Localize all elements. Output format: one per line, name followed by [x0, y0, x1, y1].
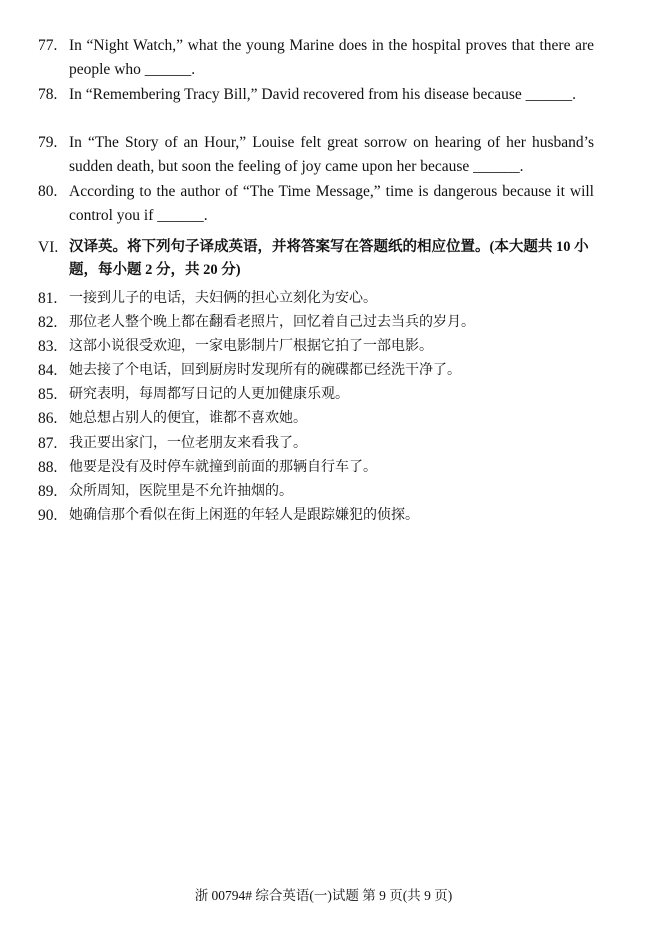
sentence-number: 90. [38, 507, 58, 524]
question-79 [38, 131, 594, 179]
question-number: 80. [38, 183, 58, 200]
sentence-89 [38, 480, 594, 504]
sentence-number: 88. [38, 459, 58, 476]
sentence-text: 她去接了个电话，回到厨房时发现所有的碗碟都已经洗干净了。 [69, 363, 461, 378]
sentence-text: 她总想占别人的便宜，谁都不喜欢她。 [69, 411, 307, 426]
question-text: In “Remembering Tracy Bill,” David recovered from his disease because ______. [69, 86, 577, 103]
question-77 [38, 34, 594, 82]
sentence-85 [38, 383, 594, 407]
question-number: 78. [38, 86, 58, 103]
sentence-86 [38, 407, 594, 431]
question-78 [38, 83, 594, 107]
question-number: 77. [38, 37, 58, 54]
sentence-84 [38, 359, 594, 383]
sentence-number: 84. [38, 362, 58, 379]
sentence-82 [38, 311, 594, 335]
question-text: In “The Story of an Hour,” Louise felt great sorrow on hearing of her husband’s sudden death, but soon the feeling of joy came upon her because ______. [69, 134, 594, 175]
section-instructions: 汉译英。将下列句子译成英语，并将答案写在答题纸的相应位置。(本大题共 10 小题，每小题 2 分，共 20 分) [69, 239, 589, 278]
sentence-number: 82. [38, 314, 58, 331]
section-heading [38, 236, 594, 282]
page-footer: 浙 00794# 综合英语(一)试题 第 9 页(共 9 页) [194, 888, 453, 903]
sentence-number: 89. [38, 483, 58, 500]
sentence-87 [38, 432, 594, 456]
question-text: In “Night Watch,” what the young Marine does in the hospital proves that there are people who ______. [69, 37, 594, 78]
question-number: 79. [38, 134, 58, 151]
sentence-text: 众所周知，医院里是不允许抽烟的。 [69, 484, 293, 499]
sentence-number: 81. [38, 290, 58, 307]
sentence-text: 一接到儿子的电话，夫妇俩的担心立刻化为安心。 [69, 291, 377, 306]
sentence-88 [38, 456, 594, 480]
sentence-81 [38, 287, 594, 311]
sentence-number: 83. [38, 338, 58, 355]
sentence-90 [38, 504, 594, 528]
sentence-text: 我正要出家门，一位老朋友来看我了。 [69, 436, 307, 451]
section-number: VI. [38, 239, 59, 256]
question-text: According to the author of “The Time Message,” time is dangerous because it will control you if ______. [69, 183, 594, 224]
sentence-83 [38, 335, 594, 359]
sentence-text: 研究表明，每周都写日记的人更加健康乐观。 [69, 387, 349, 402]
sentence-text: 这部小说很受欢迎，一家电影制片厂根据它拍了一部电影。 [69, 339, 433, 354]
sentence-text: 她确信那个看似在街上闲逛的年轻人是跟踪嫌犯的侦探。 [69, 508, 419, 523]
sentence-number: 87. [38, 435, 58, 452]
question-80 [38, 180, 594, 228]
sentence-number: 85. [38, 386, 58, 403]
sentence-number: 86. [38, 410, 58, 427]
sentence-text: 他要是没有及时停车就撞到前面的那辆自行车了。 [69, 460, 377, 475]
sentence-text: 那位老人整个晚上都在翻看老照片，回忆着自己过去当兵的岁月。 [69, 315, 475, 330]
